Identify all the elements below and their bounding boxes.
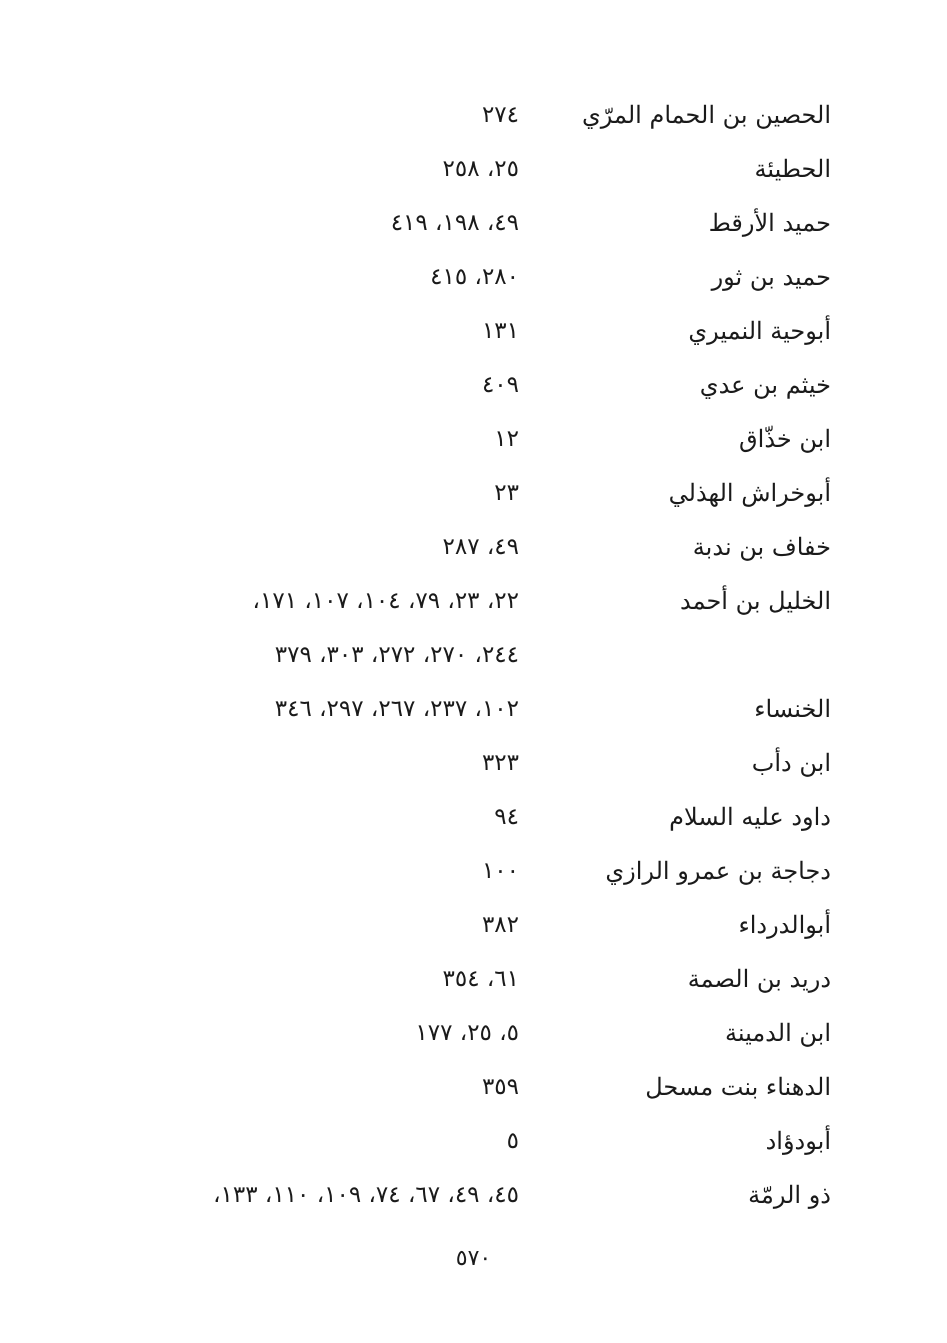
index-entry bbox=[0, 1060, 947, 1114]
entry-name: خفاف بن ندبة bbox=[692, 533, 831, 561]
entry-pages: ٤٩، ١٩٨، ٤١٩ bbox=[390, 210, 519, 236]
index-entry bbox=[0, 142, 947, 196]
entry-name: الحصين بن الحمام المرّي bbox=[581, 101, 831, 129]
index-entry bbox=[0, 466, 947, 520]
entry-name: دريد بن الصمة bbox=[687, 965, 831, 993]
entry-pages: ١٢ bbox=[494, 426, 519, 452]
entry-name: داود عليه السلام bbox=[669, 803, 831, 831]
index-entry bbox=[0, 250, 947, 304]
entry-name: أبوالدرداء bbox=[738, 911, 831, 939]
entry-pages: ٣٥٩ bbox=[481, 1074, 519, 1100]
entry-name: ذو الرمّة bbox=[748, 1181, 831, 1209]
entry-name: خيثم بن عدي bbox=[699, 371, 831, 399]
entry-pages: ٦١، ٣٥٤ bbox=[442, 966, 519, 992]
entry-pages: ٢٢، ٢٣، ٧٩، ١٠٤، ١٠٧، ١٧١، bbox=[252, 588, 519, 614]
index-entry bbox=[0, 520, 947, 574]
entry-name: الخليل بن أحمد bbox=[679, 587, 831, 615]
entry-pages: ٣٨٢ bbox=[481, 912, 519, 938]
index-entry bbox=[0, 358, 947, 412]
entry-name: أبوحية النميري bbox=[688, 317, 831, 345]
index-entry bbox=[0, 898, 947, 952]
index-entry bbox=[0, 304, 947, 358]
entry-pages: ٢٧٤ bbox=[481, 102, 519, 128]
index-entry bbox=[0, 1168, 947, 1222]
entry-name: أبودؤاد bbox=[765, 1127, 831, 1155]
page-number: ٥٧٠ bbox=[455, 1246, 492, 1271]
index-list bbox=[0, 88, 947, 1222]
entry-pages: ٤٩، ٢٨٧ bbox=[442, 534, 519, 560]
index-entry bbox=[0, 682, 947, 736]
entry-pages: ٤٠٩ bbox=[481, 372, 519, 398]
entry-pages: ٢٨٠، ٤١٥ bbox=[430, 264, 519, 290]
index-entry bbox=[0, 952, 947, 1006]
entry-pages: ١٣١ bbox=[481, 318, 519, 344]
entry-name: دجاجة بن عمرو الرازي bbox=[605, 857, 831, 885]
entry-name: حميد بن ثور bbox=[711, 263, 831, 291]
entry-pages: ٥ bbox=[506, 1128, 519, 1154]
entry-pages: ٤٥، ٤٩، ٦٧، ٧٤، ١٠٩، ١١٠، ١٣٣، bbox=[213, 1182, 519, 1208]
index-entry bbox=[0, 1114, 947, 1168]
entry-pages: ٩٤ bbox=[494, 804, 519, 830]
entry-name: ابن دأب bbox=[751, 749, 831, 777]
index-entry bbox=[0, 1006, 947, 1060]
entry-pages: ٢٥، ٢٥٨ bbox=[442, 156, 519, 182]
entry-pages: ٢٤٤، ٢٧٠، ٢٧٢، ٣٠٣، ٣٧٩ bbox=[274, 642, 519, 668]
index-entry bbox=[0, 736, 947, 790]
entry-name: ابن الدمينة bbox=[724, 1019, 831, 1047]
index-entry bbox=[0, 88, 947, 142]
entry-pages: ٢٣ bbox=[494, 480, 519, 506]
index-entry bbox=[0, 790, 947, 844]
entry-name: الخنساء bbox=[754, 695, 831, 723]
entry-name: ابن خذّاق bbox=[739, 425, 831, 453]
entry-name: الحطيئة bbox=[754, 155, 831, 183]
entry-name: أبوخراش الهذلي bbox=[668, 479, 831, 507]
index-entry bbox=[0, 412, 947, 466]
entry-name: حميد الأرقط bbox=[708, 209, 831, 237]
index-entry bbox=[0, 574, 947, 628]
index-entry-continuation bbox=[0, 628, 947, 682]
entry-pages: ١٠٢، ٢٣٧، ٢٦٧، ٢٩٧، ٣٤٦ bbox=[274, 696, 519, 722]
index-entry bbox=[0, 844, 947, 898]
entry-pages: ١٠٠ bbox=[481, 858, 519, 884]
entry-name: الدهناء بنت مسحل bbox=[645, 1073, 831, 1101]
entry-pages: ٣٢٣ bbox=[481, 750, 519, 776]
index-entry bbox=[0, 196, 947, 250]
entry-pages: ٥، ٢٥، ١٧٧ bbox=[415, 1020, 519, 1046]
